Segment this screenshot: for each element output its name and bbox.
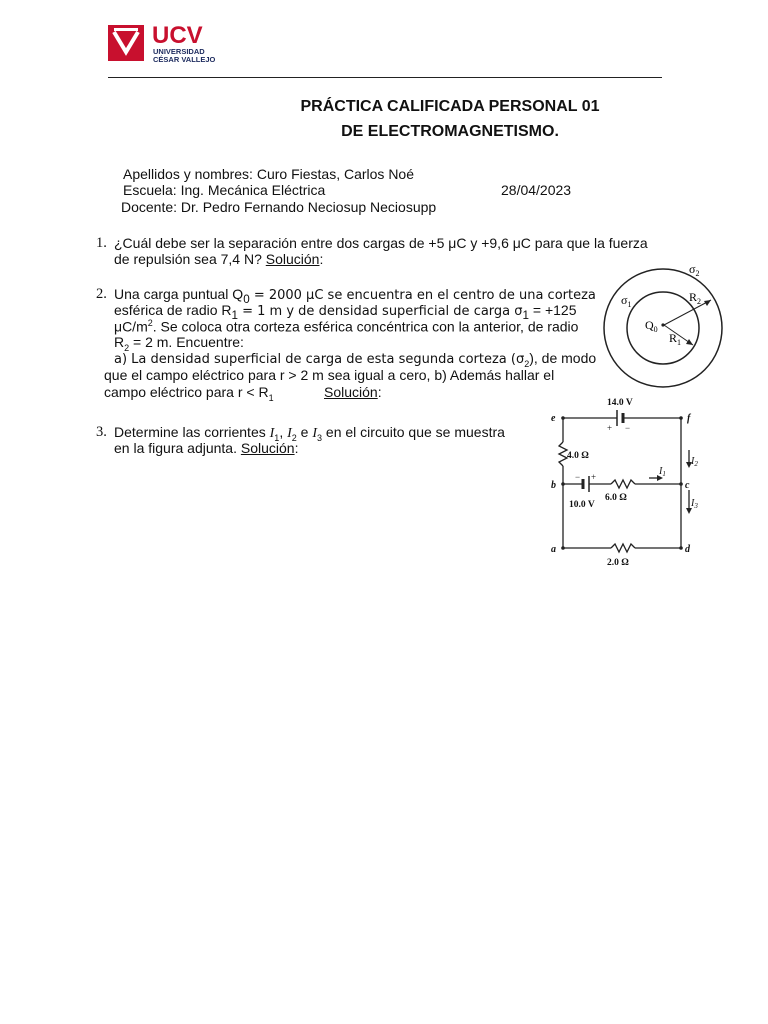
q0-label: $Q_0$: [645, 318, 658, 334]
student-school: Escuela: Ing. Mecánica Eléctrica: [123, 182, 326, 198]
label-14v: 14.0 V: [607, 398, 633, 408]
node-d: d: [685, 544, 690, 555]
q3-c1: ,: [279, 424, 288, 440]
q2-l1a: Una carga puntual Q: [114, 286, 244, 302]
q2-l3a: μC/m: [114, 318, 148, 335]
q2-line3: [114, 318, 578, 335]
logo-text-universidad: UNIVERSIDAD: [153, 47, 205, 56]
ucv-logo: [108, 22, 218, 64]
minus-14v: −: [625, 423, 631, 433]
q2-l4a: R: [114, 334, 125, 350]
title-line1: PRÁCTICA CALIFICADA PERSONAL 01: [300, 98, 600, 115]
teacher-name: Docente: Dr. Pedro Fernando Neciosup Neciosupp: [121, 199, 437, 215]
q1-colon: :: [319, 251, 324, 267]
node-e: e: [551, 413, 556, 424]
resistor-4ohm: [559, 442, 567, 466]
q2-l7a: campo eléctrico para r < R: [104, 384, 269, 400]
q3-l1b: en el circuito que se muestra: [322, 424, 505, 440]
label-4ohm: 4.0 Ω: [567, 451, 589, 461]
q1-line1: ¿Cuál debe ser la separación entre dos cargas de +5 μC y +9,6 μC para que la fuerza: [114, 235, 648, 251]
q2-colon: :: [377, 384, 382, 400]
title-line2: DE ELECTROMAGNETISMO.: [341, 123, 559, 140]
plus-14v: +: [607, 423, 613, 433]
resistor-2ohm: [611, 544, 635, 552]
sigma2-label: $\sigma_2$: [689, 262, 700, 278]
r2-arrow: [664, 300, 711, 325]
q3-solution-link[interactable]: Solución: [240, 440, 295, 456]
node-a-dot: [561, 546, 565, 550]
q3-s1: 1: [274, 432, 280, 443]
label-6ohm: 6.0 Ω: [605, 493, 627, 503]
label-10v: 10.0 V: [569, 500, 595, 510]
node-b: b: [551, 480, 556, 491]
node-e-dot: [561, 416, 565, 420]
q2-l4b: = 2 m. Encuentre:: [129, 334, 244, 350]
q1-line2: [114, 251, 323, 267]
q2-l2sub1: 1: [231, 308, 238, 322]
q3-l1a: Determine las corrientes: [114, 424, 270, 440]
node-f-dot: [679, 416, 683, 420]
r1-label: $R_1$: [669, 331, 682, 347]
q2-l5sub: 2: [524, 358, 530, 369]
label-2ohm: 2.0 Ω: [607, 558, 629, 568]
q3-line2: [114, 440, 298, 456]
q3-colon: :: [294, 440, 299, 456]
q2-line6: que el campo eléctrico para r > 2 m sea igual a cero, b) Además hallar el: [104, 367, 555, 383]
q2-l3b: . Se coloca otra corteza esférica concéntrica con la anterior, de radio: [152, 318, 579, 335]
q2-number: 2.: [96, 286, 107, 302]
q2-solution: [324, 384, 382, 400]
header-divider: [108, 77, 662, 78]
q3-l2a: en la figura adjunta.: [114, 440, 241, 456]
outer-shell: [604, 269, 722, 387]
sigma1-label: $\sigma_1$: [621, 293, 632, 309]
q2-l1sub: 0: [243, 292, 250, 306]
q2-l5a: a) La densidad superficial de carga de esta segunda corteza (σ: [114, 352, 525, 367]
q3-i2: I: [287, 426, 292, 441]
resistor-6ohm: [611, 480, 635, 488]
q3-number: 3.: [96, 424, 107, 440]
logo-text-cesar-vallejo: CÉSAR VALLEJO: [153, 55, 216, 64]
node-b-dot: [561, 482, 565, 486]
q2-l7sub: 1: [268, 392, 274, 403]
student-name: Apellidos y nombres: Curo Fiestas, Carlos Noé: [123, 166, 415, 182]
exam-date: 28/04/2023: [501, 182, 572, 198]
sphere-figure: [600, 262, 730, 394]
node-f: f: [687, 413, 691, 424]
q3-i1: I: [269, 426, 275, 441]
q2-l4sub: 2: [124, 342, 130, 353]
q2-line5: [114, 350, 596, 369]
node-d-dot: [679, 546, 683, 550]
q1-solution-link[interactable]: Solución: [265, 251, 320, 267]
q2-l3sup: 2: [147, 318, 153, 328]
r2-label: $R_2$: [689, 290, 702, 306]
q1-number: 1.: [96, 235, 107, 251]
minus-10v: −: [575, 472, 581, 482]
q3-s3: 3: [317, 432, 323, 443]
circuit-figure: [545, 394, 705, 570]
current-i3-label: $I_3$: [691, 498, 698, 510]
q2-l5b: ), de modo: [529, 350, 597, 366]
q2-l2b: = 1 m y de densidad superficial de carga σ: [238, 304, 523, 319]
q3-s2: 2: [291, 432, 297, 443]
logo-text-ucv: UCV: [152, 22, 203, 49]
node-a: a: [551, 544, 556, 555]
q2-l1b: = 2000 μC se encuentra en el centro de una corteza: [249, 288, 596, 303]
node-c: c: [685, 480, 690, 491]
q2-l2a: esférica de radio R: [114, 302, 232, 318]
current-i2-label: $I_2$: [691, 456, 698, 468]
current-i1-label: $I_1$: [659, 466, 666, 478]
plus-10v: +: [591, 472, 597, 482]
q2-line7: [104, 384, 274, 403]
q1-line2-text: de repulsión sea 7,4 N?: [114, 251, 266, 267]
q3-and: e: [296, 424, 313, 440]
node-c-dot: [679, 482, 683, 486]
q3-i3: I: [312, 426, 318, 441]
q2-solution-link[interactable]: Solución: [324, 384, 378, 400]
q2-l2c: = +125: [529, 302, 577, 318]
q2-l2sub2: 1: [522, 308, 529, 322]
